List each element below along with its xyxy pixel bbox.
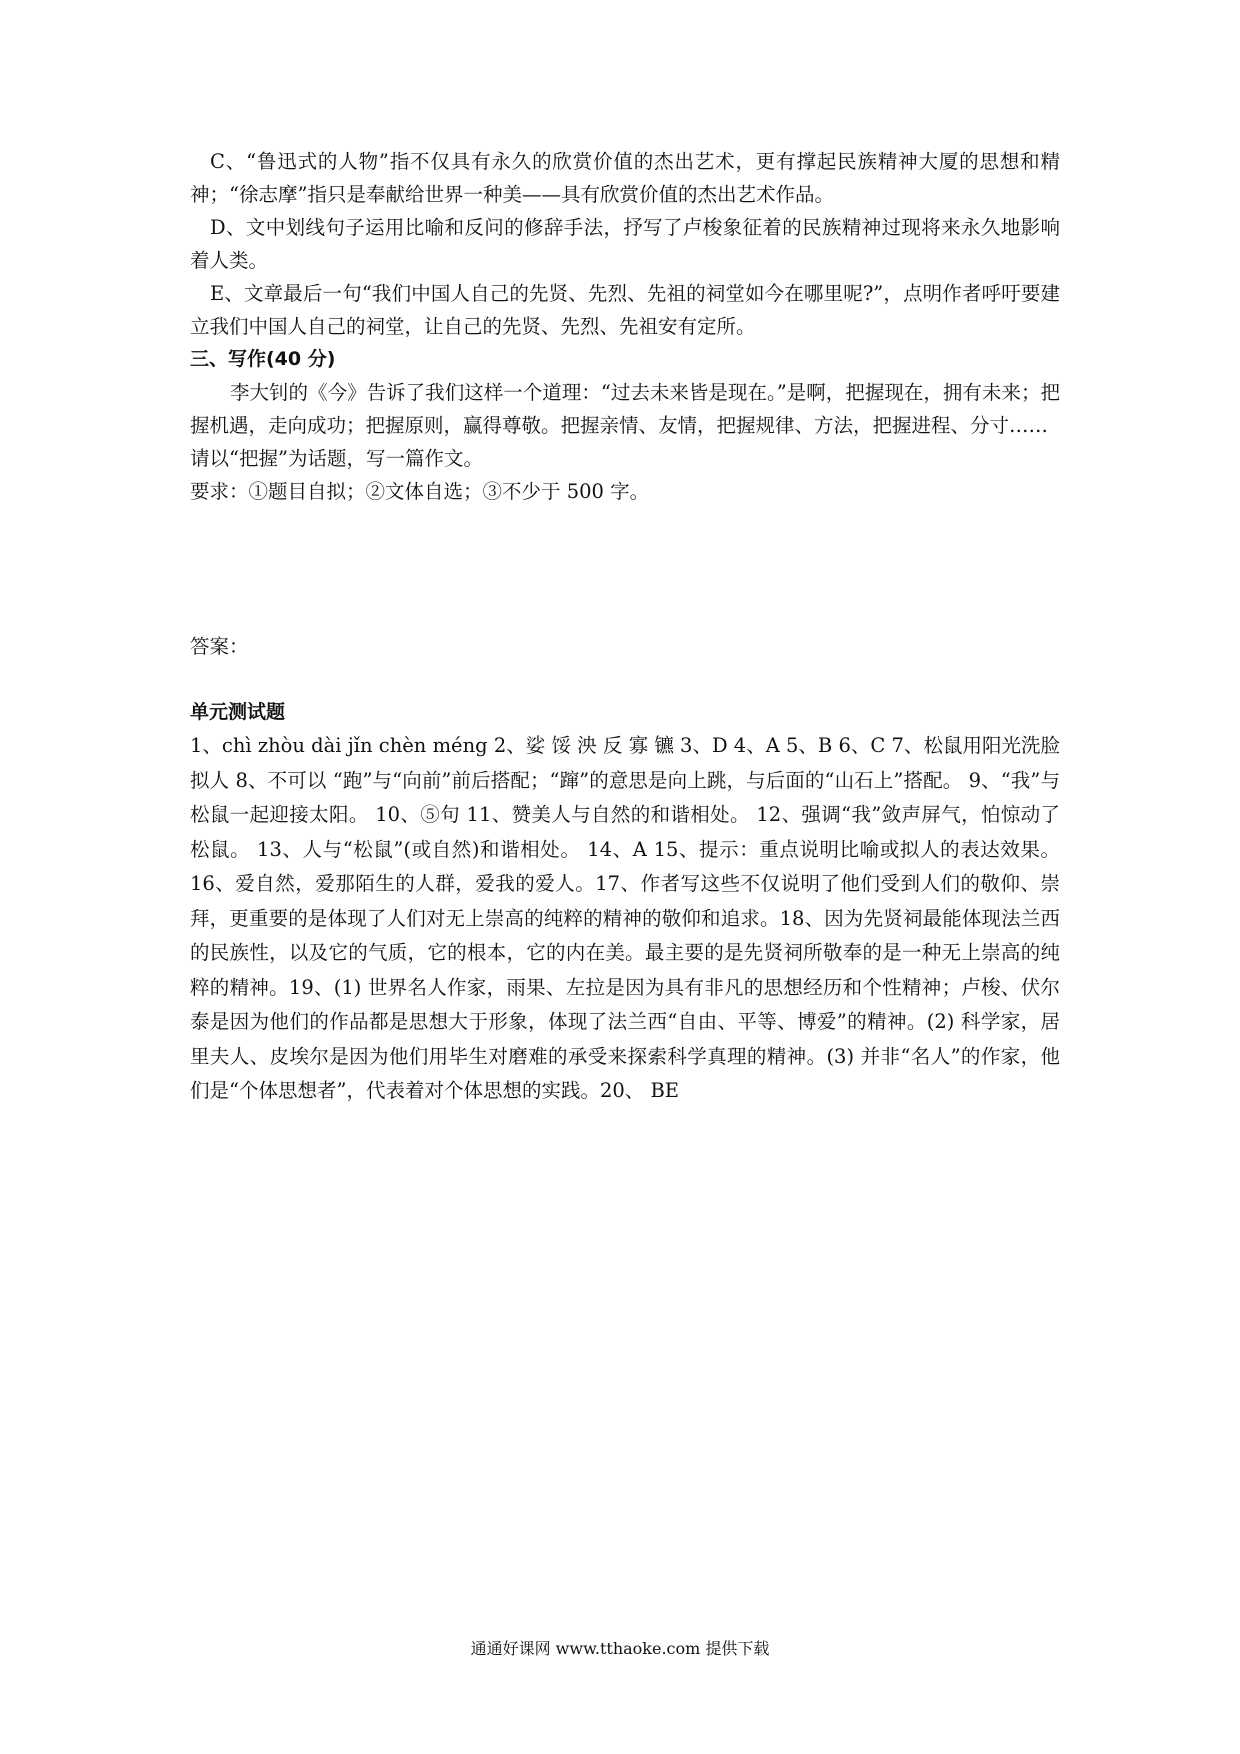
writing-task: 请以“把握”为话题，写一篇作文。 (190, 447, 483, 470)
option-e: E、文章最后一句“我们中国人自己的先贤、先烈、先祖的祠堂如今在哪里呢?”，点明作者呼吁要建立我们中国人自己的祠堂，让自己的先贤、先烈、先祖安有定所。 (190, 282, 1060, 338)
unit-test-answers: 1、chì zhòu dài jǐn chèn méng 2、娑 馁 泱 反 寡 镳 3、D 4、A 5、B 6、C 7、松鼠用阳光洗脸 拟人 8、不可以 “跑”与“向前”前后搭配；“蹿”的意思是向上跳，与后面的“山石上”搭配。 9、“我”与松鼠一起迎接太阳。 10、⑤句 11、赞美人与自然的和谐相处。 12、强调“我”敛声屏气，怕惊动了松鼠。 13、人与“松鼠”(或自然)和谐相处。 14、A 15、提示：重点说明比喻或拟人的表达效果。 16、爱自然，爱那陌生的人群，爱我的爱人。17、作者写这些不仅说明了他们受到人们的敬仰、崇拜，更重要的是体现了人们对无上崇高的纯粹的精神的敬仰和追求。18、因为先贤祠最能体现法兰西的民族性，以及它的气质，它的根本，它的内在美。最主要的是先贤祠所敬奉的是一种无上崇高的纯粹的精神。19、(1) 世界名人作家，雨果、左拉是因为具有非凡的思想经历和个性精神；卢梭、伏尔泰是因为他们的作品都是思想大于形象，体现了法兰西“自由、平等、博爱”的精神。(2) 科学家，居里夫人、皮埃尔是因为他们用毕生对磨难的承受来探索科学真理的精神。(3) 并非“名人”的作家，他们是“个体思想者”，代表着对个体思想的实践。20、 BE (190, 734, 1060, 1102)
document-body (190, 145, 1060, 1109)
writing-section-heading: 三、写作(40 分) (190, 348, 336, 370)
option-c: C、“鲁迅式的人物”指不仅具有永久的欣赏价值的杰出艺术，更有撑起民族精神大厦的思想和精神；“徐志摩”指只是奉献给世界一种美——具有欣赏价值的杰出艺术作品。 (190, 150, 1060, 206)
option-d: D、文中划线句子运用比喻和反问的修辞手法，抒写了卢梭象征着的民族精神过现将来永久地影响着人类。 (190, 216, 1060, 272)
answer-label: 答案： (190, 635, 249, 658)
writing-prompt: 李大钊的《今》告诉了我们这样一个道理：“过去未来皆是现在。”是啊，把握现在，拥有未来；把握机遇，走向成功；把握原则，赢得尊敬。把握亲情、友情，把握规律、方法，把握进程、分寸…… (190, 381, 1060, 437)
page-footer: 通通好课网 www.tthaoke.com 提供下载 (470, 1639, 770, 1658)
unit-test-heading: 单元测试题 (190, 701, 286, 723)
writing-requirements: 要求：①题目自拟；②文体自选；③不少于 500 字。 (190, 480, 650, 503)
